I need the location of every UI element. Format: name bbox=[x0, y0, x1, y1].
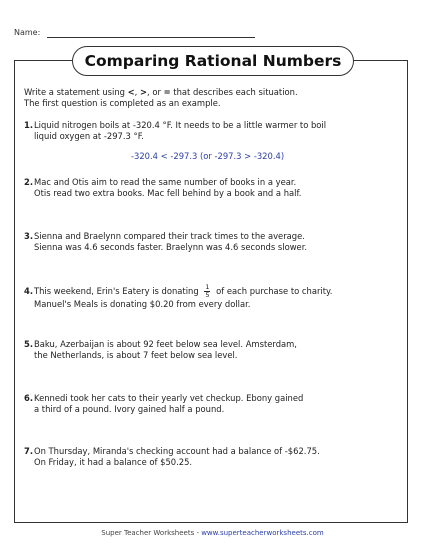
fraction-denominator: 5 bbox=[205, 291, 210, 299]
question-number: 6. bbox=[24, 393, 34, 403]
question-7 bbox=[24, 446, 399, 468]
fraction-numerator: 1 bbox=[205, 283, 210, 291]
question-text: the Netherlands, is about 7 feet below sea level. bbox=[34, 350, 238, 360]
question-number: 1. bbox=[24, 120, 34, 130]
question-text: of each purchase to charity. bbox=[213, 286, 333, 296]
question-1 bbox=[24, 120, 399, 142]
question-text: Liquid nitrogen boils at -320.4 °F. It needs to be a little warmer to boil bbox=[34, 120, 327, 130]
question-text: Baku, Azerbaijan is about 92 feet below sea level. Amsterdam, bbox=[34, 339, 297, 349]
question-text: On Thursday, Miranda's checking account had a balance of -$62.75. bbox=[34, 446, 320, 456]
separator: , or bbox=[147, 87, 164, 97]
footer bbox=[0, 529, 425, 537]
greater-than-symbol: > bbox=[140, 87, 148, 97]
question-4 bbox=[24, 284, 399, 310]
question-text: Sienna and Braelynn compared their track times to the average. bbox=[34, 231, 305, 241]
footer-text: Super Teacher Worksheets - bbox=[101, 529, 202, 537]
question-3 bbox=[24, 231, 399, 253]
separator: , bbox=[134, 87, 140, 97]
instructions-text: that describes each situation. bbox=[170, 87, 298, 97]
question-number: 4. bbox=[24, 286, 34, 296]
instructions-text: Write a statement using bbox=[24, 87, 128, 97]
question-text: On Friday, it had a balance of $50.25. bbox=[34, 457, 193, 467]
example-answer: -320.4 < -297.3 (or -297.3 > -320.4) bbox=[131, 151, 285, 161]
question-6 bbox=[24, 393, 399, 415]
question-text: Kennedi took her cats to their yearly vet checkup. Ebony gained bbox=[34, 393, 304, 403]
question-text: Sienna was 4.6 seconds faster. Braelynn was 4.6 seconds slower. bbox=[34, 242, 308, 252]
footer-link[interactable]: www.superteacherworksheets.com bbox=[201, 529, 324, 537]
question-2 bbox=[24, 177, 399, 199]
instructions bbox=[24, 87, 298, 109]
question-text: Otis read two extra books. Mac fell behind by a book and a half. bbox=[34, 188, 302, 198]
page-title: Comparing Rational Numbers bbox=[72, 46, 354, 76]
question-number: 2. bbox=[24, 177, 34, 187]
question-5 bbox=[24, 339, 399, 361]
question-text: Manuel's Meals is donating $0.20 from every dollar. bbox=[34, 299, 251, 309]
question-text: a third of a pound. Ivory gained half a pound. bbox=[34, 404, 225, 414]
name-label: Name: bbox=[14, 28, 41, 37]
fraction-one-fifth bbox=[204, 284, 210, 299]
question-text: This weekend, Erin's Eatery is donating bbox=[34, 286, 202, 296]
less-than-symbol: < bbox=[127, 87, 135, 97]
question-number: 7. bbox=[24, 446, 34, 456]
question-text: liquid oxygen at -297.3 °F. bbox=[34, 131, 144, 141]
instructions-line-2: The first question is completed as an example. bbox=[24, 98, 221, 108]
question-number: 5. bbox=[24, 339, 34, 349]
question-number: 3. bbox=[24, 231, 34, 241]
instructions-line-1 bbox=[24, 87, 298, 98]
name-line[interactable] bbox=[47, 37, 255, 38]
equals-symbol: = bbox=[163, 87, 171, 97]
question-text: Mac and Otis aim to read the same number of books in a year. bbox=[34, 177, 297, 187]
